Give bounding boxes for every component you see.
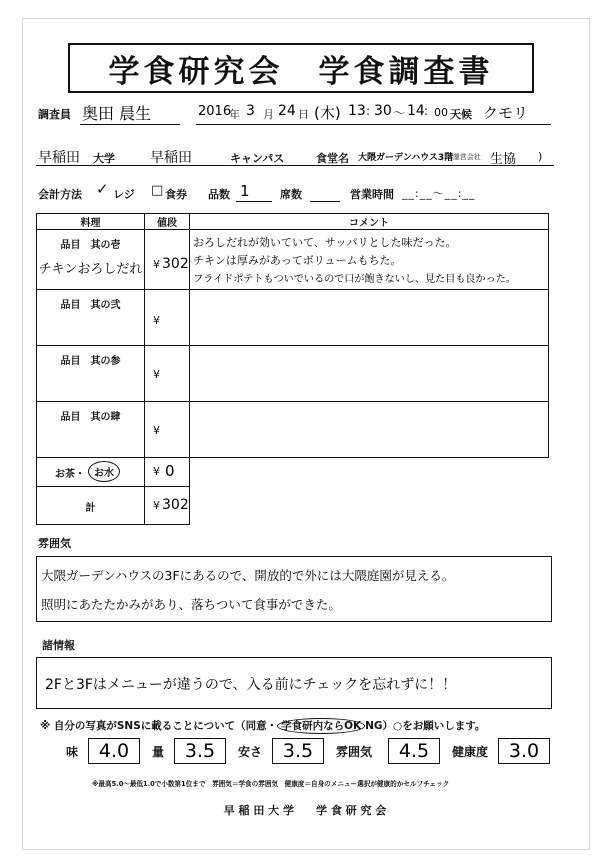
items-count-label: 品数 — [208, 188, 230, 201]
year-unit: 年 — [229, 108, 240, 121]
sns-consent-line — [40, 718, 485, 733]
campus-unit: キャンパス — [230, 152, 285, 165]
header-comment: コメント — [190, 214, 549, 230]
drink-price: 0 — [165, 462, 175, 480]
university-unit: 大学 — [93, 152, 115, 165]
comment-cell — [190, 458, 549, 487]
table-row — [37, 458, 549, 487]
investigator-name: 奥田 晨生 — [82, 104, 152, 123]
yen-sign: ¥ — [153, 368, 160, 381]
seats-label: 席数 — [280, 188, 302, 201]
sns-text-c: NG）○をお願いします。 — [365, 720, 486, 732]
campus-name: 早稲田 — [150, 150, 192, 166]
price-cell — [145, 346, 190, 402]
comment-line: チキンは厚みがあってボリュームもちた。 — [193, 254, 402, 267]
rating-value: 3.0 — [498, 738, 550, 764]
month-unit: 月 — [263, 108, 274, 121]
item-cell — [37, 290, 145, 346]
investigator-underline — [80, 124, 180, 125]
rating-footnote: ※最高5.0〜最低1.0で小数第1位まで 雰囲気＝学食の雰囲気 健康度＝自身のメニュー選択が健康的かセルフチェック — [92, 780, 450, 788]
hours-label: 営業時間 — [350, 188, 394, 201]
yen-sign: ¥ — [153, 424, 160, 437]
price-cell — [145, 402, 190, 458]
start-hour: 13 — [348, 103, 366, 119]
rating-label: 量 — [152, 745, 165, 759]
comment-cell — [190, 346, 549, 402]
empty-cell — [190, 487, 549, 525]
time-tilde: 〜 — [393, 106, 406, 120]
end-minute: 00 — [434, 106, 448, 119]
item-cell — [37, 230, 145, 290]
rating-value: 3.5 — [272, 738, 324, 764]
yen-sign: ¥ — [153, 499, 160, 512]
register-label: レジ — [113, 188, 135, 201]
item-cell — [37, 458, 145, 487]
table-row — [37, 346, 549, 402]
start-minute: 30 — [374, 103, 392, 119]
place-underline — [36, 165, 554, 166]
rating-label: 安さ — [238, 745, 263, 759]
page-title: 学食研究会 学食調査書 — [108, 53, 494, 90]
register-checkbox: ✓ — [96, 180, 109, 198]
comment-cell — [190, 290, 549, 346]
date-year: 2016 — [198, 104, 232, 119]
seats-underline — [310, 201, 340, 202]
rating-value: 3.5 — [174, 738, 226, 764]
date-day: 24 — [278, 103, 296, 119]
table-row — [37, 487, 549, 525]
menu-table — [36, 213, 549, 525]
hours-blank: __:__〜__:__ — [402, 187, 476, 200]
rating-label: 味 — [66, 745, 79, 759]
date-month: 3 — [246, 103, 255, 119]
weather-label: 天候 — [450, 108, 472, 121]
table-row — [37, 402, 549, 458]
operator-close: ) — [538, 150, 543, 163]
atmosphere-line: 大隈ガーデンハウスの3Fにあるので、開放的で外には大隈庭園が見える。 — [41, 568, 455, 583]
item-cell — [37, 402, 145, 458]
info-title: 諸情報 — [42, 639, 75, 652]
end-colon: : — [424, 104, 429, 118]
header-price: 値段 — [145, 214, 190, 230]
atmosphere-line: 照明にあたたかみがあり、落ちついて食事ができた。 — [41, 597, 341, 612]
drink-water-label: お水 — [88, 461, 120, 482]
item-label: 品目 其の弐 — [60, 300, 121, 311]
atmosphere-box — [36, 556, 552, 622]
rating-label: 雰囲気 — [336, 745, 373, 759]
drink-tea-label: お茶・ — [55, 469, 85, 480]
item-name: チキンおろしだれ — [38, 262, 143, 277]
item-label: 品目 其の参 — [60, 356, 121, 367]
university-name: 早稲田 — [38, 150, 80, 166]
cafeteria-label: 食堂名 — [316, 152, 349, 165]
total-label: 計 — [85, 503, 96, 514]
start-colon: : — [366, 104, 371, 118]
day-unit: 日 — [298, 108, 309, 121]
end-hour: 14 — [407, 103, 425, 119]
date-underline — [196, 124, 551, 125]
price-cell — [145, 230, 190, 290]
ticket-checkbox: □ — [151, 183, 164, 198]
weekday: (木) — [314, 104, 341, 122]
item-cell — [37, 487, 145, 525]
operator-value: 生協 — [490, 152, 517, 167]
yen-sign: ¥ — [153, 465, 160, 478]
comment-cell — [190, 402, 549, 458]
operator-label: (運営会社 — [450, 153, 481, 161]
title-box — [68, 43, 534, 93]
item-cell — [37, 346, 145, 402]
investigator-label: 調査員 — [38, 108, 71, 121]
sns-selected-option: 学食研内ならOK — [277, 718, 365, 734]
yen-sign: ¥ — [153, 314, 160, 327]
total-price: 302 — [162, 497, 189, 513]
price-cell — [145, 290, 190, 346]
info-text: 2Fと3Fはメニューが違うので、入る前にチェックを忘れずに！！ — [45, 677, 457, 693]
comment-line: フライドポテトもついでいるので口が飽きないし、見た目も良かった。 — [193, 273, 516, 285]
item-label: 品目 其の壱 — [60, 240, 121, 251]
item-label: 品目 其の肆 — [60, 412, 121, 423]
rating-value: 4.5 — [388, 738, 440, 764]
info-box — [36, 657, 552, 709]
table-row — [37, 290, 549, 346]
rating-value: 4.0 — [88, 738, 140, 764]
table-row — [37, 230, 549, 290]
item-price: 302 — [162, 256, 189, 272]
yen-sign: ¥ — [153, 258, 160, 271]
header-item: 料理 — [37, 214, 145, 230]
footer-organization: 早 稲 田 大 学 学 食 研 究 会 — [223, 804, 387, 817]
ticket-label: 食券 — [165, 188, 187, 201]
comment-line: おろしだれが効いていて、サッパリとした味だった。 — [193, 236, 457, 249]
payment-label: 会計方法 — [38, 188, 82, 201]
atmosphere-title: 雰囲気 — [38, 537, 71, 550]
items-count-value: 1 — [240, 182, 250, 200]
cafeteria-name: 大隈ガーデンハウス3階 — [358, 153, 454, 163]
price-cell — [145, 487, 190, 525]
items-underline — [236, 201, 272, 202]
comment-cell — [190, 230, 549, 290]
weather-value: クモリ — [483, 104, 529, 122]
sns-text-a: ※ 自分の写真がSNSに載ることについて（同意・ — [40, 720, 278, 732]
rating-label: 健康度 — [452, 745, 489, 759]
price-cell — [145, 458, 190, 487]
